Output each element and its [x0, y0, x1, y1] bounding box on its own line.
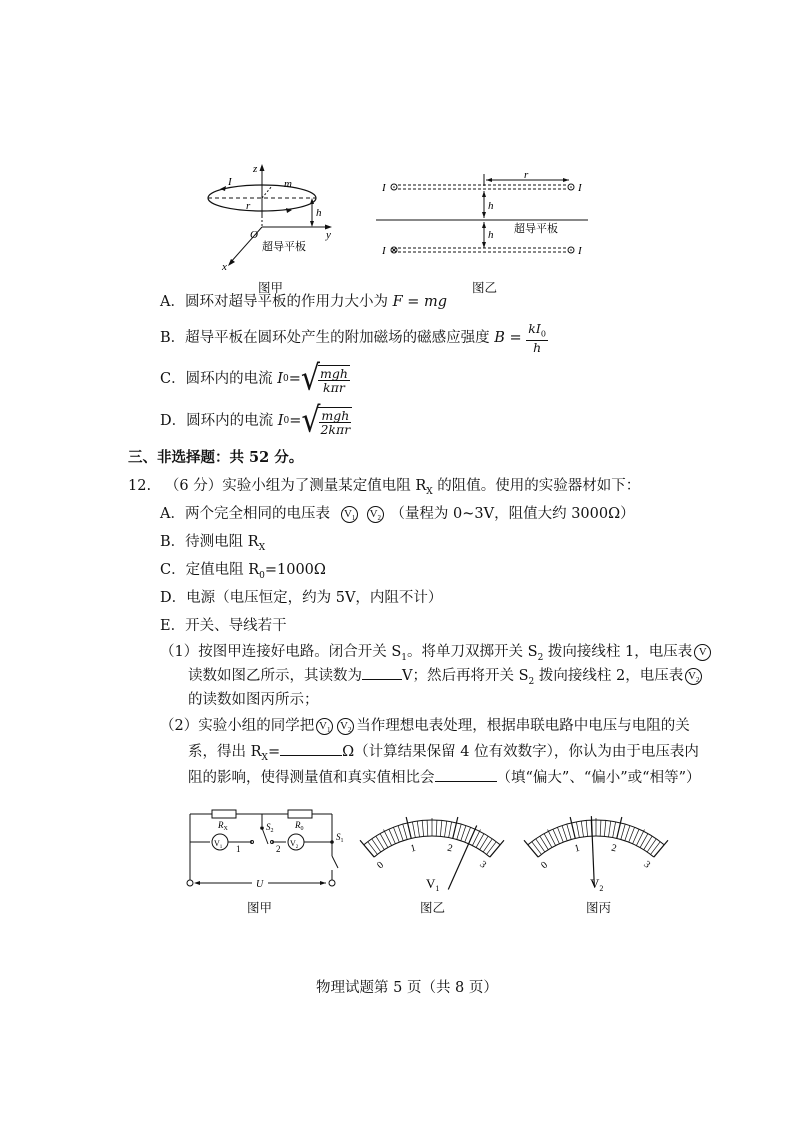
circuit-caption: 图甲: [247, 900, 273, 915]
q12-part1-line2: 读数如图乙所示，其读数为 V；然后再将开关 $S_2$ 拨向接线柱 2，电压表 $V_2$: [188, 666, 704, 692]
circuit-diagram: [182, 806, 342, 894]
voltmeter-v1-icon: $V_1$: [341, 506, 358, 523]
meter-v2-tick: [536, 839, 545, 852]
q12-part2-line1: （2）实验小组的同学把 $V_1$ $V_2$ 当作理想电表处理，根据串联电路中电压与电阻的关: [160, 718, 690, 734]
label-r0: $R_0$: [295, 820, 304, 832]
meter-v2-tick: [621, 824, 625, 839]
label-t2: 2: [276, 844, 281, 854]
meter-v2-tick: [651, 842, 661, 855]
meter-v1-tick: [457, 824, 461, 839]
label-v1: $V_1$: [214, 839, 223, 850]
meter-v1-tick: [376, 836, 384, 850]
figure-top-left: [200, 160, 360, 276]
meter-v1-tick: [445, 821, 447, 837]
meter-v2-tick: [532, 842, 542, 855]
q12-option-a: A．两个完全相同的电压表 $V_1$ $V_2$ （量程为 0~3V，阻值大约 3000Ω）: [160, 506, 635, 522]
meter-v2-name: $V_2$: [590, 876, 604, 893]
label-I-rb: I: [578, 245, 582, 257]
q12-option-b: B．待测电阻 $R_X$: [160, 534, 266, 553]
meter-v1-tick: [403, 824, 407, 839]
meter-v2-caption: 图丙: [586, 900, 612, 915]
meter-v2-tick: [625, 826, 630, 841]
label-I-rt: I: [578, 182, 582, 194]
meter-v2-tick: [576, 822, 579, 838]
meter-v2-tick: [617, 817, 622, 838]
label-s1: $S_1$: [336, 832, 344, 844]
meter-v1-tick: [406, 817, 411, 838]
q12-stem: 12. （6 分）实验小组为了测量某定值电阻 $R_X$ 的阻值。使用的实验器材如下：: [128, 478, 641, 497]
q12-part1-line3: 的读数如图丙所示；: [188, 692, 319, 708]
q12-option-d: D．电源（电压恒定，约为 5V，内阻不计）: [160, 590, 443, 606]
answer-blank-2[interactable]: [280, 755, 342, 756]
meter-v1-tick: [372, 839, 381, 852]
option-a: A．圆环对超导平板的作用力大小为 F = mg: [160, 294, 448, 310]
label-h: h: [316, 207, 322, 219]
q12-option-c: C．定值电阻 $R_0=1000\Omega$: [160, 562, 326, 581]
answer-blank-3[interactable]: [435, 781, 497, 782]
option-b: B．超导平板在圆环处产生的附加磁场的磁感应强度 B = $\frac{kI_0}{h}$: [160, 320, 546, 356]
meter-v1-caption: 图乙: [420, 900, 446, 915]
label-I: I: [228, 176, 232, 188]
meter-v2-tick: [570, 817, 575, 838]
meter-v1: [352, 806, 512, 896]
meter-v1-tick: [412, 822, 415, 838]
q12-option-e: E．开关、导线若干: [160, 618, 287, 634]
label-y: y: [326, 229, 331, 241]
label-h2: h: [488, 229, 494, 241]
meter-v2-tick: [567, 824, 571, 839]
voltmeter-v2-icon: $V_2$: [367, 506, 384, 523]
meter-v2-tick-label: 1: [573, 842, 581, 855]
page-footer: 物理试题第 5 页（共 8 页）: [316, 980, 498, 996]
answer-blank-1[interactable]: [362, 679, 402, 680]
meter-v1-tick: [393, 827, 399, 842]
meter-v1-tick: [440, 820, 441, 836]
figure-top-left-caption: 图甲: [258, 280, 284, 295]
meter-v2-tick: [540, 836, 548, 850]
meter-v1-tick: [483, 839, 492, 852]
meter-v2-tick: [629, 827, 635, 842]
meter-v1-tick: [368, 842, 378, 855]
label-r2: r: [524, 169, 529, 181]
meter-v2-tick-label: 0: [539, 859, 550, 872]
meter-v1-tick: [461, 826, 466, 841]
meter-v2-tick: [609, 821, 611, 837]
section-heading: 三、非选择题：共 52 分。: [128, 449, 304, 466]
label-x: x: [222, 261, 227, 273]
label-O: O: [250, 229, 258, 241]
meter-v2: [516, 806, 676, 896]
meter-v2-tick: [562, 826, 567, 841]
meter-v2-tick: [581, 821, 583, 837]
meter-v2-tick: [604, 820, 605, 836]
meter-v1-tick-label: 1: [409, 842, 417, 855]
label-t1: 1: [236, 844, 241, 854]
meter-v1-tick-label: 2: [446, 842, 454, 855]
meter-v1-tick-label: 0: [375, 859, 386, 872]
meter-v2-tick-label: 2: [610, 842, 618, 855]
option-d: D．圆环内的电流 I 0 = √ $\frac{\text{mgh}}{\text{2kπr}}$: [160, 400, 351, 441]
figure-top-right-caption: 图乙: [472, 280, 498, 295]
meter-v1-tick: [449, 822, 452, 838]
meter-v2-tick: [586, 820, 587, 836]
option-c: C．圆环内的电流 I 0 = √ $\frac{\text{mgh}}{\text{kπr}}$: [160, 358, 348, 399]
meter-v2-tick: [557, 827, 563, 842]
label-u: U: [256, 879, 264, 890]
q12-part2-line2: 系，得出 $R_X= \Omega$（计算结果保留 4 位有效数字），你认为由于电压表内: [188, 744, 699, 763]
meter-v1-tick: [422, 820, 423, 836]
label-r: r: [246, 200, 251, 212]
meter-v1-tick: [453, 817, 458, 838]
meter-v2-tick: [600, 820, 601, 836]
meter-v1-tick: [427, 820, 428, 836]
meter-v1-tick: [487, 842, 497, 855]
meter-v2-tick: [644, 836, 652, 850]
label-z: z: [253, 163, 258, 175]
q12-part2-line3: 阻的影响，使得测量值和真实值相比会 （填“偏大”、“偏小”或“相等”）: [188, 770, 701, 786]
voltmeter-v2-icon: $V_2$: [685, 668, 702, 685]
meter-v2-tick-label: 3: [641, 858, 653, 871]
meter-v1-tick: [480, 836, 488, 850]
meter-v1-name: $V_1$: [426, 876, 440, 893]
voltmeter-v1-icon: $V_1$: [316, 718, 333, 735]
voltmeter-v2-icon: $V_2$: [337, 718, 354, 735]
label-h1: h: [488, 200, 494, 212]
meter-v1-tick: [398, 826, 403, 841]
meter-v1-tick: [417, 821, 419, 837]
figure-top-right: [376, 168, 588, 258]
q12-part1-line1: （1）按图甲连接好电路。闭合开关 $S_1$。将单刀双掷开关 $S_2$ 拨向接线柱 1，电压表 V: [160, 642, 713, 668]
label-m: m: [284, 178, 292, 190]
label-rx: $R_X$: [218, 820, 228, 832]
meter-v2-tick: [647, 839, 656, 852]
meter-v2-tick: [613, 822, 616, 838]
label-v2: $V_2$: [290, 839, 299, 850]
label-plate: 超导平板: [262, 241, 306, 253]
label-I-lt: I: [382, 182, 386, 194]
label-I-lb: I: [382, 245, 386, 257]
voltmeter-icon: V: [694, 644, 711, 661]
meter-v1-tick-label: 3: [477, 858, 489, 871]
label-plate2: 超导平板: [514, 223, 558, 235]
label-s2: $S_2$: [266, 822, 274, 834]
meter-v1-tick: [436, 820, 437, 836]
